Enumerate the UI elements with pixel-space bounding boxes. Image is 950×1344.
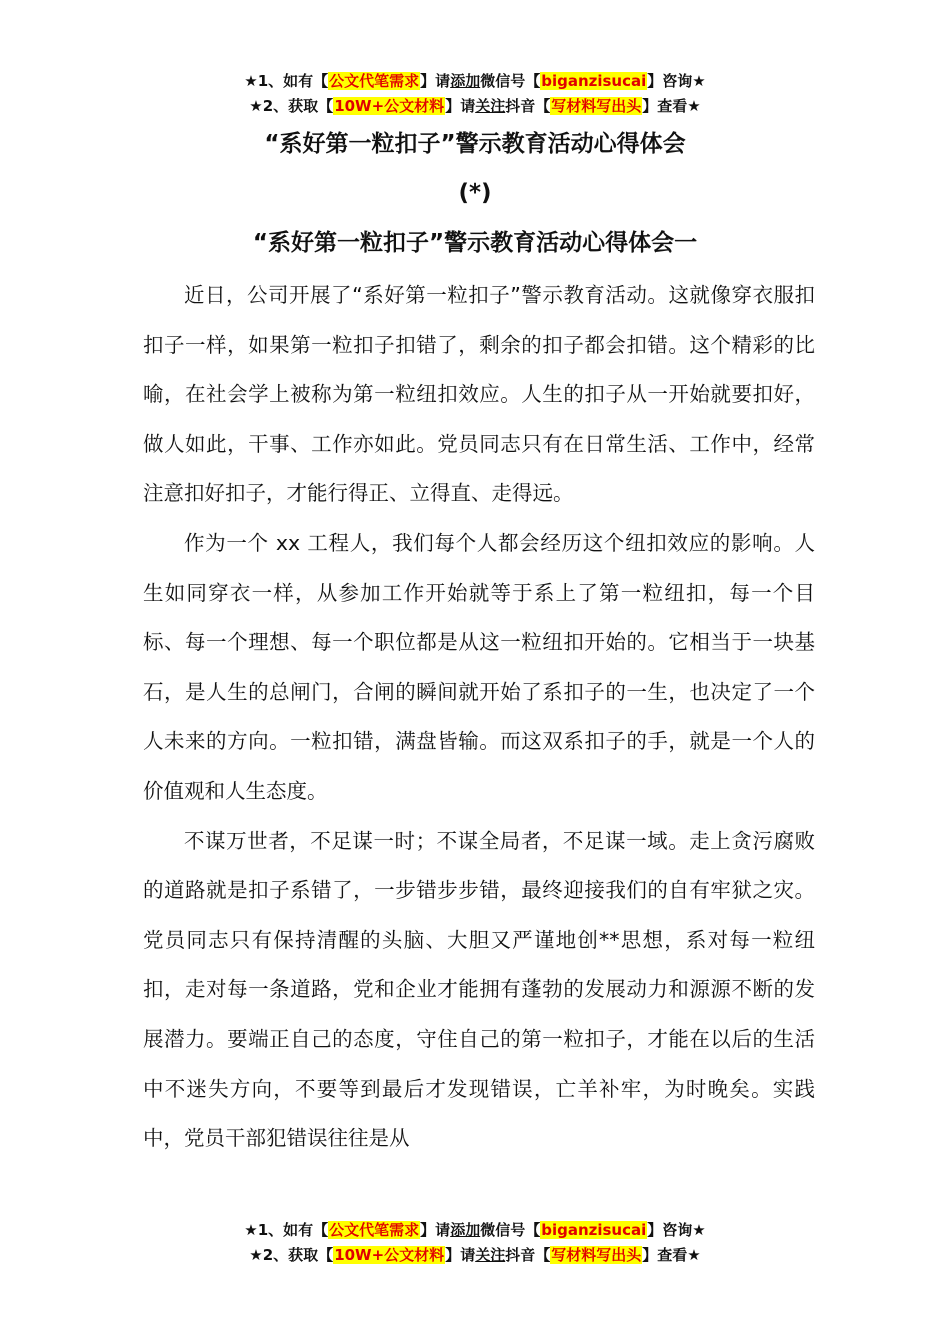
banner-text: 】请 bbox=[445, 97, 476, 115]
promo-banner-top-line1 bbox=[0, 69, 950, 93]
document-subtitle: “系好第一粒扣子”警示教育活动心得体会一 bbox=[252, 230, 698, 256]
banner-underline: 关注 bbox=[475, 1246, 506, 1264]
paragraph-3: 不谋万世者，不足谋一时；不谋全局者，不足谋一域。走上贪污腐败的道路就是扣子系错了，一步错步步错，最终迎接我们的自有牢狱之灾。党员同志只有保持清醒的头脑、大胆又严谨地创**思想，系对每一粒纽扣，走对每一条道路，党和企业才能拥有蓬勃的发展动力和源源不断的发展潜力。要端正自己的态度，守住自己的第一粒扣子，才能在以后的生活中不迷失方向，不要等到最后才发现错误，亡羊补牢，为时晚矣。实践中，党员干部犯错误往往是从 bbox=[143, 828, 815, 1151]
paragraph-2: 作为一个 xx 工程人，我们每个人都会经历这个纽扣效应的影响。人生如同穿衣一样，从参加工作开始就等于系上了第一粒纽扣，每一个目标、每一个理想、每一个职位都是从这一粒纽扣开始的。它相当于一块基石，是人生的总闸门，合闸的瞬间就开始了系扣子的一生，也决定了一个人未来的方向。一粒扣错，满盘皆输。而这双系扣子的手，就是一个人的价值观和人生态度。 bbox=[143, 530, 815, 803]
document-title-suffix: (*) bbox=[458, 180, 492, 206]
promo-banner-top-line2 bbox=[0, 94, 950, 118]
document-body bbox=[143, 271, 815, 1164]
banner-text: 】请 bbox=[420, 72, 451, 90]
banner-underline: 关注 bbox=[475, 97, 506, 115]
document-title: “系好第一粒扣子”警示教育活动心得体会 bbox=[264, 131, 686, 157]
banner-highlight: biganzisucai bbox=[541, 72, 647, 90]
banner-text: 】查看★ bbox=[642, 1246, 701, 1264]
banner-highlight: 10W+公文材料 bbox=[334, 97, 445, 115]
banner-text: 抖音【 bbox=[505, 1246, 551, 1264]
paragraph-1: 近日，公司开展了“系好第一粒扣子”警示教育活动。这就像穿衣服扣扣子一样，如果第一粒扣子扣错了，剩余的扣子都会扣错。这个精彩的比喻，在社会学上被称为第一粒纽扣效应。人生的扣子从一开始就要扣好，做人如此，干事、工作亦如此。党员同志只有在日常生活、工作中，经常注意扣好扣子，才能行得正、立得直、走得远。 bbox=[143, 283, 815, 506]
banner-text: 】请 bbox=[445, 1246, 476, 1264]
banner-highlight: 写材料写出头 bbox=[551, 97, 642, 115]
banner-underline: 添加 bbox=[450, 1221, 481, 1239]
banner-text: 微信号【 bbox=[480, 1221, 541, 1239]
promo-banner-bottom-line2 bbox=[0, 1243, 950, 1267]
banner-highlight: 公文代笔需求 bbox=[329, 72, 420, 90]
banner-highlight: biganzisucai bbox=[541, 1221, 647, 1239]
banner-highlight: 10W+公文材料 bbox=[334, 1246, 445, 1264]
banner-text: ★1、如有【 bbox=[244, 72, 329, 90]
banner-text: 】咨询★ bbox=[647, 72, 706, 90]
banner-underline: 添加 bbox=[450, 72, 481, 90]
banner-text: 微信号【 bbox=[480, 72, 541, 90]
banner-text: ★2、获取【 bbox=[249, 97, 334, 115]
banner-highlight: 公文代笔需求 bbox=[329, 1221, 420, 1239]
banner-text: 抖音【 bbox=[505, 97, 551, 115]
banner-text: 】请 bbox=[420, 1221, 451, 1239]
promo-banner-bottom-line1 bbox=[0, 1218, 950, 1242]
banner-text: ★1、如有【 bbox=[244, 1221, 329, 1239]
banner-text: 】查看★ bbox=[642, 97, 701, 115]
banner-text: ★2、获取【 bbox=[249, 1246, 334, 1264]
banner-text: 】咨询★ bbox=[647, 1221, 706, 1239]
banner-highlight: 写材料写出头 bbox=[551, 1246, 642, 1264]
